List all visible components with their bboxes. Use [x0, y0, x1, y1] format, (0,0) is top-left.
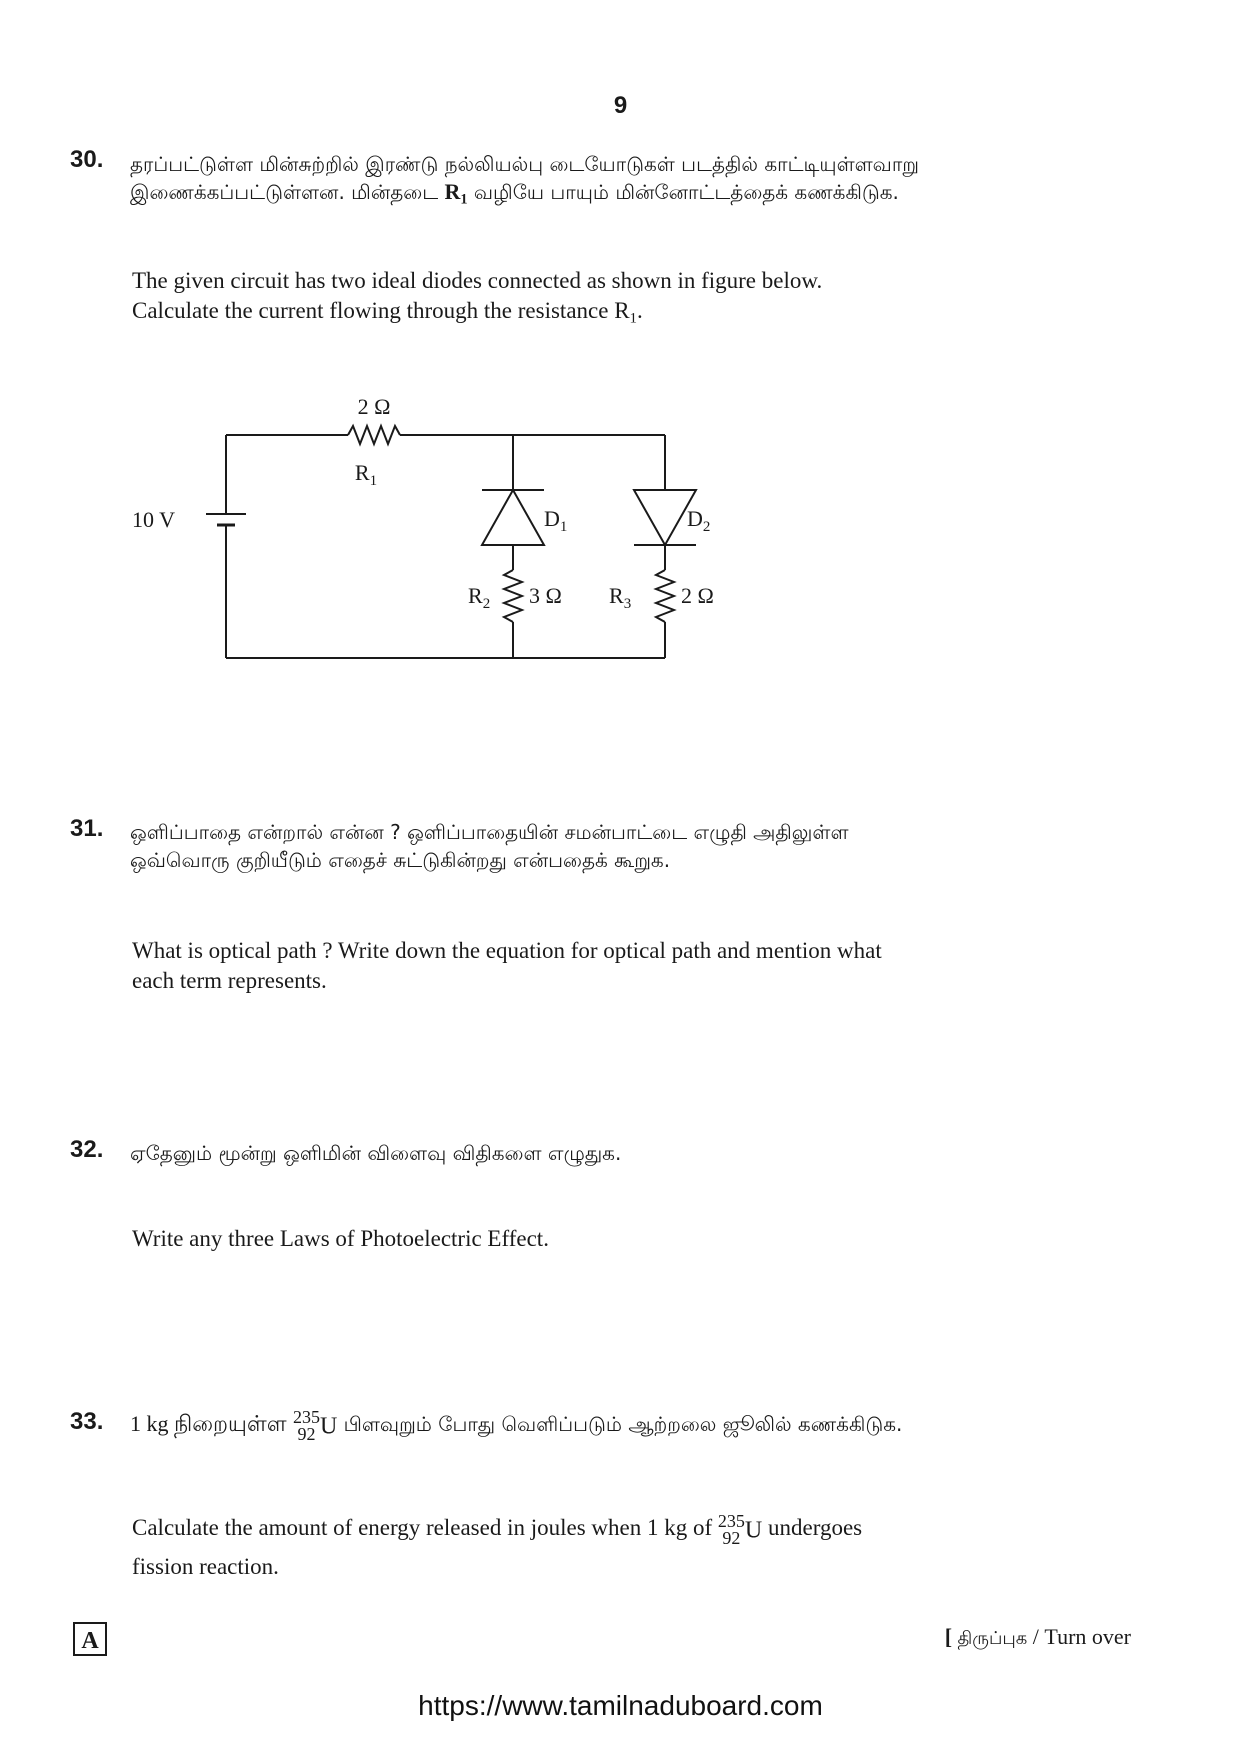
nuclide-symbol-english: U: [744, 1517, 763, 1544]
question-30-tamil: [130, 150, 1090, 213]
r1-name-sub: 1: [369, 473, 378, 489]
question-31-english-line1: What is optical path ? Write down the equation for optical path and mention what: [132, 938, 882, 963]
question-30-english-r-sub: 1: [629, 310, 638, 327]
r3-name-sub: 3: [623, 596, 632, 612]
question-33-english: [132, 1506, 1092, 1582]
d2-label-sub: 2: [702, 519, 711, 535]
question-31-number: 31.: [70, 815, 104, 842]
question-32-number: 32.: [70, 1136, 104, 1163]
r1-name-letter: R: [354, 460, 370, 485]
nuclide-mass-tamil: 235: [292, 1407, 320, 1428]
resistor-r2-symbol: [504, 570, 522, 622]
r2-value-label: 3 Ω: [529, 583, 562, 608]
question-30-tamil-line2-b: வழியே பாயும் மின்னோட்டத்தைக் கணக்கிடுக.: [473, 180, 899, 204]
question-33-english-line1: [132, 1506, 1092, 1552]
r1-name-label: [355, 460, 377, 489]
turn-over-english: Turn over: [1044, 1624, 1131, 1649]
r2-name-sub: 2: [482, 596, 491, 612]
diode-circuit-diagram: [120, 390, 760, 690]
question-33-english-b: undergoes: [768, 1515, 863, 1540]
resistor-r1-symbol: [348, 426, 400, 444]
d2-label-letter: D: [687, 506, 703, 531]
question-30-english-r-letter: R: [614, 298, 630, 323]
question-33-tamil: [130, 1404, 1090, 1446]
turn-over-tamil: திருப்புக: [957, 1628, 1028, 1649]
question-33-english-line2: fission reaction.: [132, 1554, 279, 1580]
question-30-tamil-line2-a: இணைக்கப்பட்டுள்ளன. மின்தடை: [130, 180, 439, 204]
turn-over-separator: /: [1032, 1624, 1039, 1649]
question-30-tamil-line1: தரப்பட்டுள்ள மின்சுற்றில் இரண்டு நல்லியல்பு டையோடுகள் படத்தில் காட்டியுள்ளவாறு: [130, 152, 919, 176]
r2-name-letter: R: [468, 583, 483, 608]
question-30-tamil-r-sub: 1: [460, 191, 468, 208]
nuclide-mass-english: 235: [717, 1511, 745, 1532]
question-33-english-a: Calculate the amount of energy released in joules when 1 kg of: [132, 1515, 713, 1540]
nuclide-atomic-english: 92: [722, 1528, 741, 1549]
question-32-english: Write any three Laws of Photoelectric Effect.: [132, 1226, 549, 1251]
battery-voltage-label: 10 V: [132, 507, 175, 532]
question-31-tamil: [130, 818, 1090, 874]
r3-value-label: 2 Ω: [681, 583, 714, 608]
question-30-english-line1: The given circuit has two ideal diodes connected as shown in figure below.: [132, 268, 823, 293]
nuclide-symbol-tamil: U: [319, 1413, 338, 1440]
d1-label: [544, 506, 567, 535]
question-30-english: [132, 266, 1092, 333]
page-number: 9: [613, 92, 628, 119]
question-31-english-line2: each term represents.: [132, 968, 327, 993]
question-31-tamil-line1: ஒளிப்பாதை என்றால் என்ன ? ஒளிப்பாதையின் சமன்பாட்டை எழுதி அதிலுள்ள: [130, 820, 849, 844]
r1-value-label: 2 Ω: [357, 394, 391, 419]
d2-label: [687, 506, 710, 535]
paper-code-box: A: [73, 1622, 107, 1656]
footer-website-url: https://www.tamilnaduboard.com: [418, 1690, 823, 1721]
question-33-tamil-b: பிளவுறும் போது வெளிப்படும் ஆற்றலை ஜூலில் கணக்கிடுக.: [343, 1412, 903, 1436]
question-30-english-r: [614, 298, 638, 327]
question-30-number: 30.: [70, 146, 104, 173]
uranium-nuclide-english: [718, 1507, 762, 1552]
turn-over-note: [945, 1624, 1131, 1651]
question-31-english: [132, 936, 1092, 996]
uranium-nuclide-tamil: [293, 1405, 337, 1446]
d1-label-sub: 1: [559, 519, 568, 535]
diode-d1-triangle: [482, 490, 544, 545]
nuclide-atomic-tamil: 92: [297, 1424, 316, 1445]
resistor-r3-symbol: [656, 570, 674, 622]
nuclide-scripts-english: [718, 1513, 745, 1547]
question-30-english-line2: [132, 296, 1092, 333]
question-33-number: 33.: [70, 1408, 104, 1435]
question-30-english-line2-a: Calculate the current flowing through the resistance: [132, 298, 609, 323]
r3-name-letter: R: [609, 583, 624, 608]
d1-label-letter: D: [544, 506, 560, 531]
r2-name-label: [468, 583, 490, 612]
question-30-english-line2-b: .: [637, 298, 643, 323]
question-31-tamil-line2: ஒவ்வொரு குறியீடும் எதைச் சுட்டுகின்றது என்பதைக் கூறுக.: [130, 848, 671, 872]
r3-name-label: [609, 583, 631, 612]
question-33-tamil-a: 1 kg நிறையுள்ள: [130, 1411, 287, 1436]
question-30-tamil-line2: [130, 178, 1090, 213]
turn-over-bracket: [: [944, 1624, 953, 1649]
question-32-tamil: ஏதேனும் மூன்று ஒளிமின் விளைவு விதிகளை எழுதுக.: [130, 1141, 622, 1165]
question-30-tamil-r-letter: R: [444, 179, 461, 204]
question-30-tamil-r: [444, 179, 468, 208]
nuclide-scripts-tamil: [293, 1409, 320, 1443]
